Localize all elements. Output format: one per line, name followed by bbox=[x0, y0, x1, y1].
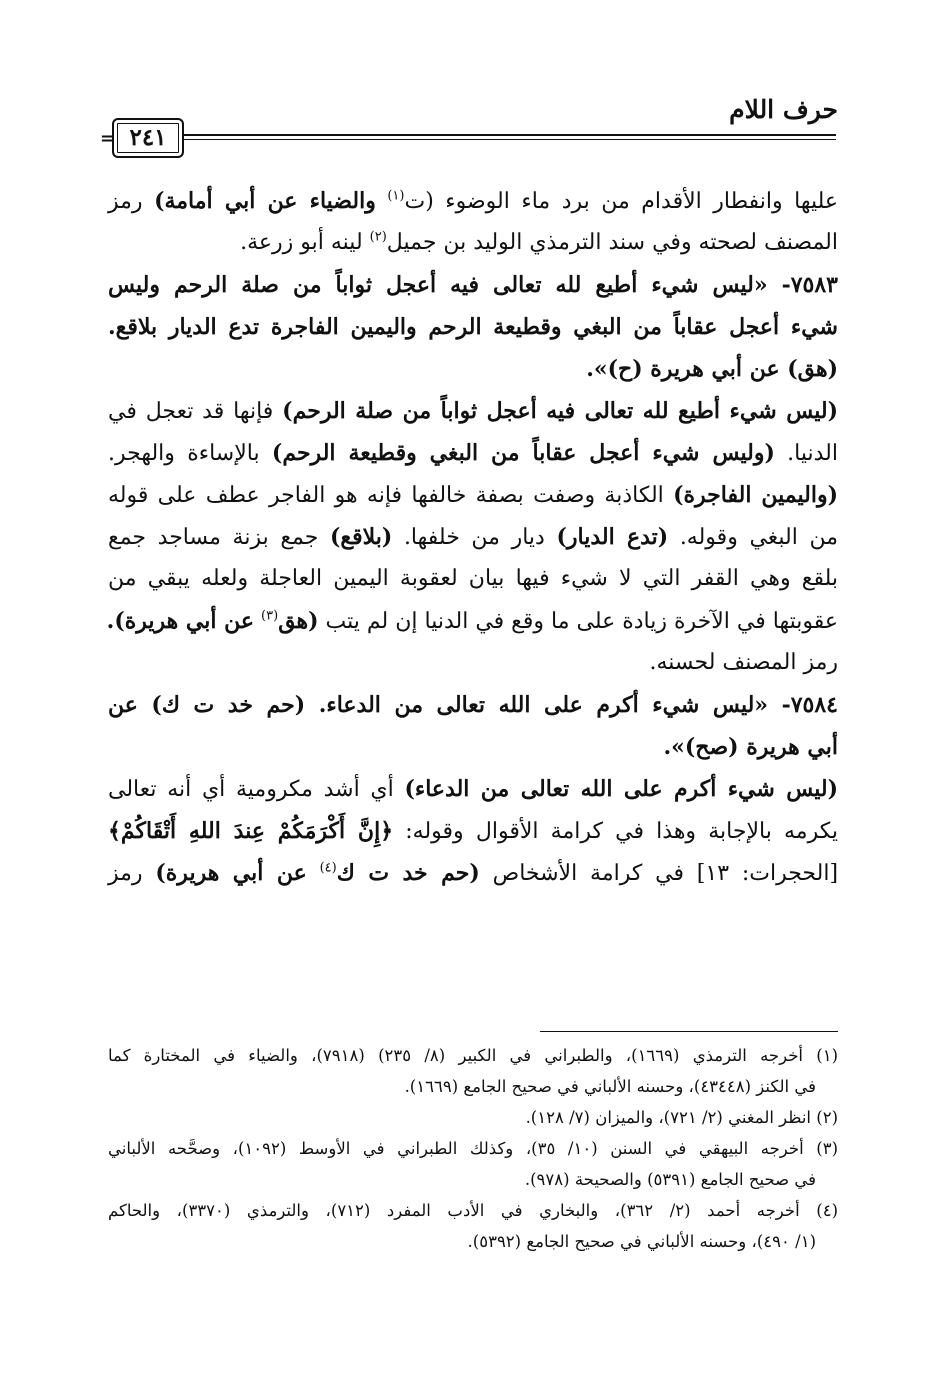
running-title: حرف اللام bbox=[729, 95, 838, 124]
bold-run: (بلاقع) bbox=[330, 524, 393, 550]
footnote-line: في صحيح الجامع (٥٣٩١) والصحيحة (٩٧٨). bbox=[524, 1170, 816, 1189]
footnote-line: في الكنز (٤٣٤٤٨)، وحسنه الألباني في صحيح الجامع (١٦٦٩). bbox=[404, 1077, 816, 1096]
text-run: يكرمه بالإجابة وهذا في كرامة الأقوال وقوله: bbox=[393, 819, 838, 844]
text-line bbox=[108, 600, 838, 642]
footnote-ref: (٢) bbox=[369, 229, 387, 245]
footnote-line: (١/ ٤٩٠)، وحسنه الألباني في صحيح الجامع (٥٣٩٢). bbox=[467, 1232, 816, 1251]
footnote-ref: (١) bbox=[387, 188, 405, 204]
text-line bbox=[108, 684, 838, 726]
text-run: رمز المصنف لحسنه. bbox=[649, 650, 838, 675]
text-run: بالإساءة والهجر. bbox=[108, 441, 272, 466]
footnote-line: (٢) انظر المغني (٢/ ٧٢١)، والميزان (٧/ ١٢٨). bbox=[525, 1108, 838, 1127]
text-run: عقوبتها في الآخرة زيادة على ما وقع في الدنيا إن لم يتب bbox=[318, 609, 838, 634]
bold-run: ﴿إِنَّ أَكْرَمَكُمْ عِندَ اللهِ أَتْقَاكُمْ﴾ bbox=[108, 818, 394, 844]
text-run: فإنها قد تعجل في bbox=[108, 399, 283, 424]
text-line bbox=[108, 222, 838, 264]
text-line bbox=[108, 348, 838, 390]
text-run: [الحجرات: ١٣] في كرامة الأشخاص bbox=[479, 861, 839, 886]
text-line bbox=[108, 768, 838, 810]
text-run: رمز bbox=[108, 861, 156, 886]
text-line bbox=[108, 852, 838, 894]
footnote-line: (١) أخرجه الترمذي (١٦٦٩)، والطبراني في الكبير (٨/ ٢٣٥) (٧٩١٨)، والضياء في المختارة كما bbox=[108, 1046, 839, 1065]
text-line bbox=[108, 642, 838, 684]
text-run: رمز bbox=[108, 189, 155, 214]
text-line bbox=[108, 726, 838, 768]
footnote-ref: (٤) bbox=[319, 860, 337, 876]
bold-run: (هق bbox=[278, 608, 319, 634]
bold-run: ٧٥٨٣- «ليس شيء أطيع لله تعالى فيه أعجل ثواباً من صلة الرحم وليس bbox=[108, 272, 838, 298]
bold-run: (حم خد ت ك bbox=[336, 860, 480, 886]
rule-mark: = bbox=[100, 128, 116, 149]
bold-run: ٧٥٨٤- «ليس شيء أكرم على الله تعالى من الدعاء. (حم خد ت ك) عن bbox=[108, 692, 838, 718]
page-number: ٢٤١ bbox=[112, 118, 184, 158]
text-run: لينه أبو زرعة. bbox=[240, 230, 370, 255]
text-line bbox=[108, 390, 838, 432]
text-run bbox=[254, 609, 261, 634]
rule-line-thin bbox=[182, 139, 836, 140]
bold-run: أبي هريرة (صح)». bbox=[663, 734, 838, 760]
text-line bbox=[108, 474, 838, 516]
bold-run: عن أبي هريرة) bbox=[155, 860, 307, 886]
text-run bbox=[307, 861, 320, 886]
bold-run: (تدع الديار) bbox=[556, 524, 669, 550]
text-run: أي أشد مكرومية أي أنه تعالى bbox=[108, 777, 405, 802]
footnotes bbox=[108, 1040, 838, 1257]
text-line bbox=[108, 516, 838, 558]
text-line bbox=[108, 306, 838, 348]
text-run: الكاذبة وصفت بصفة خالفها فإنه هو الفاجر عطف على قوله bbox=[108, 483, 674, 508]
text-run: جمع بزنة مساجد جمع bbox=[108, 525, 331, 550]
text-run: المصنف لصحته وفي سند الترمذي الوليد بن جميل bbox=[386, 230, 838, 255]
text-line bbox=[108, 810, 838, 852]
text-line bbox=[108, 264, 838, 306]
text-line bbox=[108, 180, 838, 222]
footnote-line: (٤) أخرجه أحمد (٢/ ٣٦٢)، والبخاري في الأدب المفرد (٧١٢)، والترمذي (٣٣٧٠)، والحاكم bbox=[108, 1201, 838, 1220]
text-run: الدنيا. bbox=[774, 441, 838, 466]
main-text bbox=[108, 180, 838, 894]
bold-run: شيء أعجل عقاباً من البغي وقطيعة الرحم واليمين الفاجرة تدع الديار بلاقع. bbox=[108, 314, 838, 340]
text-run: من البغي وقوله. bbox=[668, 525, 839, 550]
footnote-line: (٣) أخرجه البيهقي في السنن (١٠/ ٣٥)، وكذلك الطبراني في الأوسط (١٠٩٢)، وصحَّحه الألباني bbox=[108, 1139, 838, 1158]
bold-run: (هق) عن أبي هريرة (ح)». bbox=[586, 356, 838, 382]
footnote-ref: (٣) bbox=[261, 608, 279, 624]
bold-run: (ليس شيء أطيع لله تعالى فيه أعجل ثواباً من صلة الرحم) bbox=[282, 398, 838, 424]
bold-run: (واليمين الفاجرة) bbox=[673, 482, 838, 508]
text-line bbox=[108, 432, 838, 474]
text-run: ديار من خلفها. bbox=[392, 525, 557, 550]
bold-run: (وليس شيء أعجل عقاباً من البغي وقطيعة الرحم) bbox=[271, 440, 775, 466]
bold-run: والضياء عن أبي أمامة) bbox=[154, 188, 376, 214]
text-run: بلقع وهي القفر التي لا شيء فيها بيان لعقوبة اليمين العاجلة ولعله يبقي من bbox=[108, 566, 838, 591]
rule-line-thick bbox=[182, 134, 836, 136]
bold-run: (ليس شيء أكرم على الله تعالى من الدعاء) bbox=[404, 776, 838, 802]
text-run bbox=[376, 189, 388, 214]
text-line bbox=[108, 558, 838, 600]
text-run: عليها وانفطار الأقدام من برد ماء الوضوء (ت bbox=[404, 189, 839, 214]
bold-run: عن أبي هريرة). bbox=[106, 608, 255, 634]
footnote-separator bbox=[540, 1031, 838, 1032]
